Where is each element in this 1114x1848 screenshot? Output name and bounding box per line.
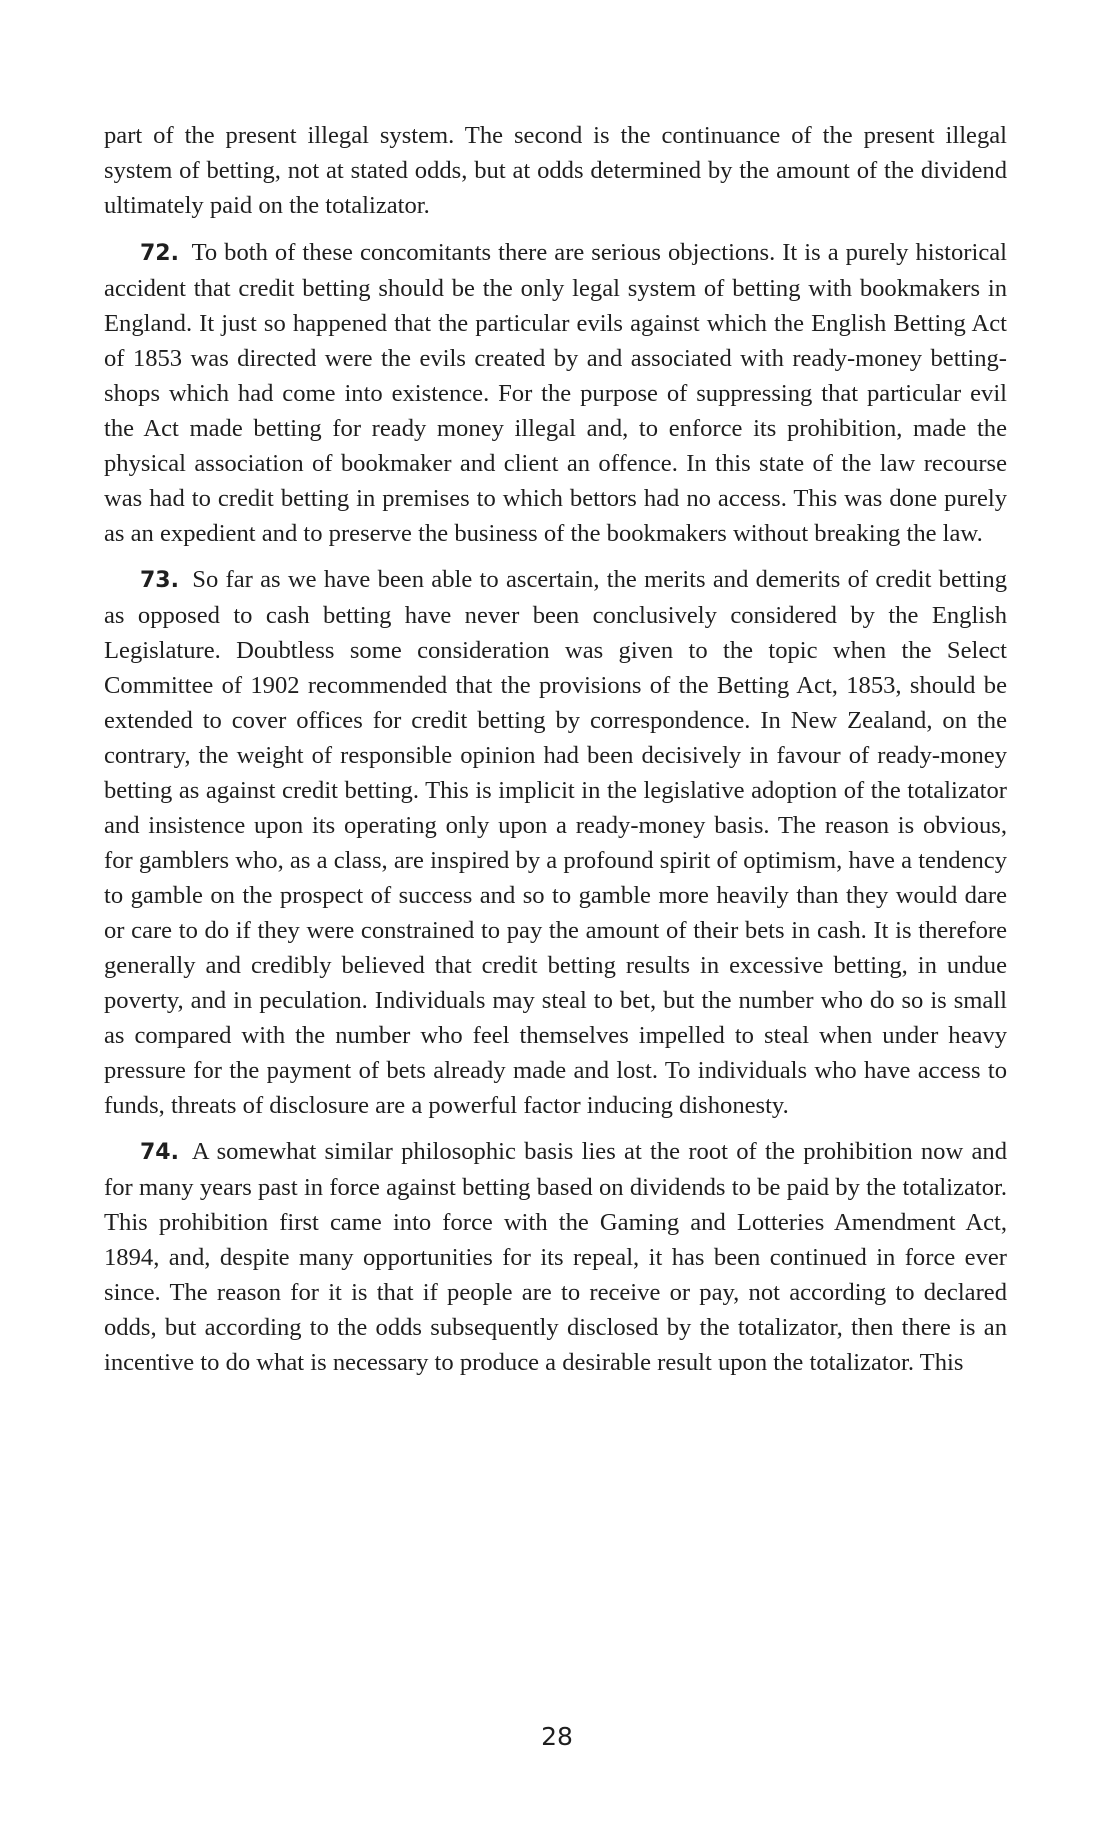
paragraph-74 xyxy=(104,1134,1007,1380)
paragraph-number: 72. xyxy=(140,241,179,266)
paragraph-text: To both of these concomitants there are serious objections. It is a purely historical accident that credit betting should be the only legal system of betting with bookmakers in England. It just so happened that the particular evils against which the English Betting Act of 1853 was directed were the evils created by and associated with ready-money betting-shops which had come into existence. For the purpose of suppressing that particular evil the Act made betting for ready money illegal and, to enforce its prohibition, made the physical association of bookmaker and client an offence. In this state of the law recourse was had to credit betting in premises to which bettors had no access. This was done purely as an expedient and to preserve the business of the bookmakers without breaking the law. xyxy=(104,239,1007,547)
page-number: 28 xyxy=(541,1722,573,1751)
paragraph-text: So far as we have been able to ascertain, the merits and demerits of credit betting as opposed to cash betting have never been conclusively considered by the English Legislature. Doubtless some consideration was given to the topic when the Select Committee of 1902 recommended that the provisions of the Betting Act, 1853, should be extended to cover offices for credit betting by correspondence. In New Zealand, on the contrary, the weight of responsible opinion had been decisively in favour of ready-money betting as against credit betting. This is implicit in the legislative adoption of the totalizator and insistence upon its operating only upon a ready-money basis. The reason is obvious, for gamblers who, as a class, are inspired by a profound spirit of optimism, have a tendency to gamble on the prospect of success and so to gamble more heavily than they would dare or care to do if they were constrained to pay the amount of their bets in cash. It is therefore generally and credibly believed that credit betting results in excessive betting, in undue poverty, and in peculation. Individuals may steal to bet, but the number who do so is small as compared with the number who feel themselves impelled to steal when under heavy pressure for the payment of bets already made and lost. To individuals who have access to funds, threats of disclosure are a powerful factor inducing dishonesty. xyxy=(104,566,1007,1119)
paragraph-number: 73. xyxy=(140,568,179,593)
paragraph-73 xyxy=(104,562,1007,1123)
paragraph-72 xyxy=(104,235,1007,551)
continued-paragraph: part of the present illegal system. The second is the continuance of the present illegal system of betting, not at stated odds, but at odds determined by the amount of the dividend ultimately paid on the totalizator. xyxy=(104,122,1007,219)
document-body xyxy=(104,118,1007,1391)
paragraph-text: A somewhat similar philosophic basis lies at the root of the prohibition now and for many years past in force against betting based on dividends to be paid by the totalizator. This prohibition first came into force with the Gaming and Lotteries Amendment Act, 1894, and, despite many opportunities for its repeal, it has been continued in force ever since. The reason for it is that if people are to receive or pay, not according to declared odds, but according to the odds subsequently disclosed by the totalizator, then there is an incentive to do what is necessary to produce a desirable result upon the totalizator. This xyxy=(104,1138,1008,1376)
paragraph-number: 74. xyxy=(140,1140,179,1165)
